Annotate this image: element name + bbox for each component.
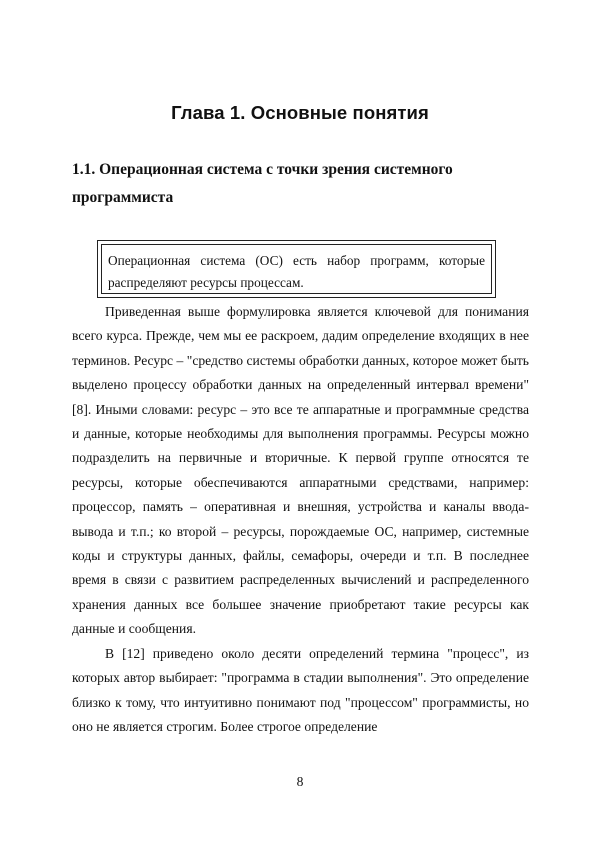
definition-text: Операционная система (ОС) есть набор программ, которые распределяют ресурсы процессам. [101, 244, 492, 294]
definition-box [97, 240, 496, 298]
paragraph-process: В [12] приведено около десяти определений термина "процесс", из которых автор выбирает: "программа в стадии выполнения". Это определение близко к тому, что интуитивно понимают под "процессом" программисты, но оно не является строгим. Более строгое определение [72, 646, 529, 735]
paragraph-resources: Приведенная выше формулировка является ключевой для понимания всего курса. Прежде, чем мы ее раскроем, дадим определение входящих в нее терминов. Ресурс – "средство системы обработки данных, которое может быть выделено процессу обработки данных на определенный интервал времени" [8]. Иными словами: ресурс – это все те аппаратные и программные средства и данные, которые необходимы для выполнения программы. Ресурсы можно подразделить на первичные и вторичные. К первой группе относятся те ресурсы, которые обеспечиваются аппаратными средствами, например: процессор, память – оперативная и внешняя, устройства и каналы ввода-вывода и т.п.; ко второй – ресурсы, порождаемые ОС, например, системные коды и структуры данных, файлы, семафоры, очереди и т.п. В последнее время в связи с развитием распределенных вычислений и распределенного хранения данных все большее значение приобретают такие ресурсы как данные и сообщения. [72, 304, 529, 637]
page-number: 8 [296, 774, 304, 789]
section-title: 1.1. Операционная система с точки зрения системного программиста [72, 161, 453, 206]
chapter-title: Глава 1. Основные понятия [171, 102, 429, 123]
